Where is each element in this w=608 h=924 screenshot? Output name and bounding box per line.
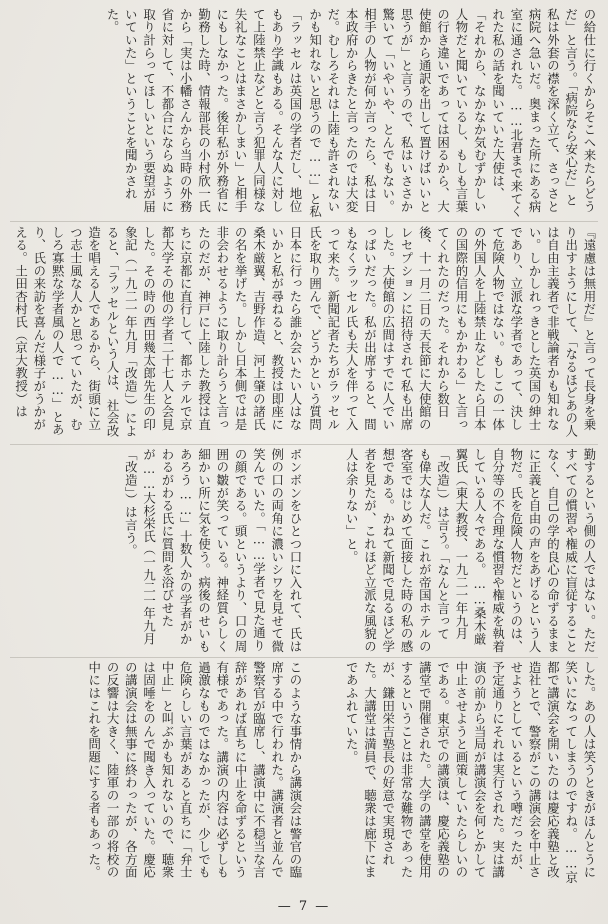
- paragraph: 勤するという側の人ではない。ただすべての慣習や権威に盲従することなく、自己の学的良心の命ずるままに正義と自由の声をあげるという人物だ。氏を危険人物だというのは、自分等の不合理な慣習や権威を執着している人々である。……桑木厳翼氏（東大教授、一九二一年九月「改造」）は言う。「なんと言っても偉大な人だ。これが帝国ホテルの客室ではじめて面接した時の私の感想である。かねて新聞で見るほど学者を見たが、これほど立派な風貌の人は余りない」と。: [344, 448, 597, 653]
- paragraph: 『遠慮は無用だ』と言って長身を乗り出すようにして、「なるほどあの人は自由主義者で非戦論者かも知れない。しかしれっきとした英国の紳士であり、立派な学者であって、決して危険人物ではない。もしこの一体の外国人を上陸禁止などしたら日本の国際的信用にもかかわる」と言ってくれたのだった。それから数日後、十一月二日の天長節に大使館のレセプションに招待されて私も出席した。大使館の広間はすでに人でいっぱいだった。私が出席すると、間もなくラッセル氏も夫人を伴って入って来た。新聞記者たちがラッセル氏を取り囲んで、どうかという質問: [307, 226, 597, 438]
- section-divider: [10, 657, 598, 658]
- text-column: [304, 661, 598, 891]
- text-band-2: [10, 226, 598, 440]
- text-band-1: [10, 8, 598, 218]
- text-column: [10, 8, 304, 218]
- paragraph: の給仕に行くからそこへ来たらどうだ」と言う。「病院なら安心だ」と私は外套の襟を深く立て、さっさと病院へ急いだ。奥まった所にある病室に通された。……北君まで来てくれた私の話を聞いていた大使は、「それから、なかなか気むずかしい人物だと聞いているし、もしも言葉の行き違いであっては困るから、大使館から通訳を出して置けばいいと思うが」と言うので、私はいささか驚いて「いやいや、とんでもない。相手の人物が何か言ったら、私は日本政府からきたと言ったのでは大変だ。むしろそれは上陸も許されないかも知れないと思うので……」と私: [307, 8, 597, 218]
- paragraph: 「ラッセルは英国の学者だし、地位もあり学識もある。そんな人に対して上陸禁止などと言う犯罪人同様な失礼なことはまさかしまい」と相手にもしなかった。後年私が外務省に勤務した時、情報部長の小村欣一氏から「実は小幡さんから当時の外務省に対して、不都合にならぬように取り計らってほしいという要望が届いていた」ということを聞かされた。: [105, 8, 303, 213]
- text-band-4: [10, 661, 598, 891]
- page-number: — 7 —: [277, 899, 331, 914]
- text-column: [10, 661, 304, 891]
- paragraph: ボンボンをひとつ口に入れて、氏は例の口の両角に濃いシワを見せて微笑んでいた。「……学者で見た通りの顔である。頭というより、口の周囲の皺が笑っている。神経質らしく細かい所に気を使う。病後のせいもあろう……」十数人かの学者がかわるがわる氏に質問を浴びせたが……大杉栄氏（一九二一年九月「改造」）は言う。: [123, 448, 303, 653]
- section-divider: [10, 221, 598, 222]
- paragraph: このような事情から講演会は警官の臨席する中で行われた。講演者と並んで警察官が臨席し、講演中に不穏当な言辞があれば直ちに中止を命ずるという有様であった。講演の内容は必ずしも過激なものではなかったが、少しでも危険らしい言葉があると直ちに「弁士中止」と叫ぶかも知れないので、聴衆は固唾をのんで聞き入っていた。慶応の講演会は無事に終わったが、各方面の反響は大きく、陸軍の一部の将校の中にはこれを問題にする者もあった。: [86, 661, 303, 879]
- text-column: [10, 448, 304, 653]
- text-band-3: [10, 448, 598, 653]
- text-column: [304, 8, 598, 218]
- section-divider: [10, 444, 598, 445]
- paragraph: 日本に行ったら誰か会いたい人はないかと私が尋ねると、教授は即座に桑木厳翼、吉野作造、河上肇の諸氏の名を挙げた。しかし日本側では是非会わせるように取り計らうと言ったのだが、神戸に上陸した教授は直ちに京都に直行して、都ホテルで京都大学その他の学者二十七人と会見した。その時の西田幾太郎先生の印象記（一九二一年九月「改造」）によると、「ラッセルという人は、社会改造を唱える人であるから、街頭に立つ志士風な人かと思っていたが、むしろ寡黙な学者風の人で……」とあり、氏の来訪を喜んだ様子がうかがえる。土田杏村氏（京大教授）は: [13, 226, 303, 438]
- text-column: [304, 226, 598, 440]
- text-column: [304, 448, 598, 653]
- text-column: [10, 226, 304, 440]
- paragraph: した。あの人は笑うときがほんとうに笑いになってしまうのですね。……京都で講演会を開いたのは慶応義塾と改造社とで、警察がこの講演会を中止させようとしているという噂だったが、予定通りにそれは実行された。実は講演の前から当局が講演会を何とかして中止させようと画策していたらしいのである。東京での講演は、慶応義塾の講堂で開催された。大学の講堂を使用するということは非常な難物であったが、鎌田栄吉塾長の好意で実現された。大講堂は満員で、聴衆は廊下にまであふれていた。: [344, 661, 597, 884]
